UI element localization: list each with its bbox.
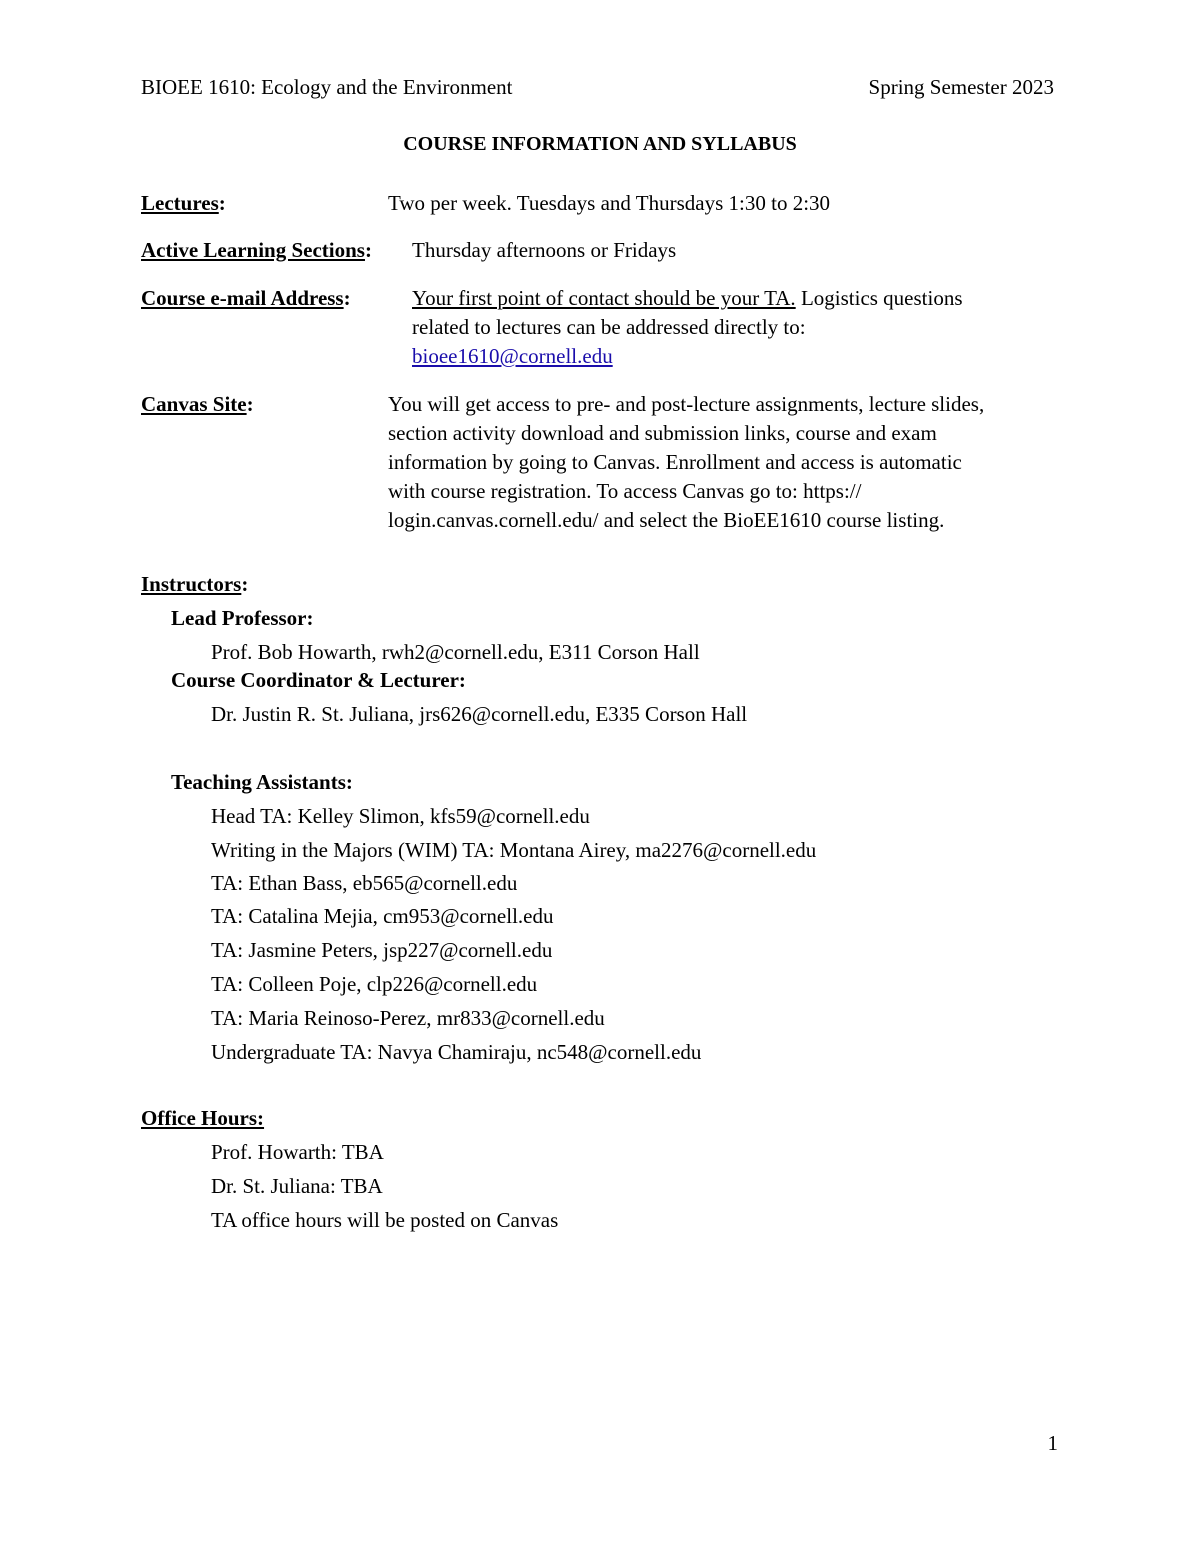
ta-item: Writing in the Majors (WIM) TA: Montana Airey, ma2276@cornell.edu <box>211 838 817 862</box>
lectures-label: Lectures: <box>141 191 226 215</box>
sections-value: Thursday afternoons or Fridays <box>412 238 677 262</box>
ta-item: TA: Maria Reinoso-Perez, mr833@cornell.edu <box>211 1006 605 1030</box>
lead-professor-label: Lead Professor: <box>171 606 314 630</box>
ta-item: TA: Ethan Bass, eb565@cornell.edu <box>211 871 518 895</box>
email-label: Course e-mail Address: <box>141 286 351 310</box>
ta-item: TA: Jasmine Peters, jsp227@cornell.edu <box>211 938 553 962</box>
instructors-label: Instructors: <box>141 572 249 596</box>
ta-label: Teaching Assistants: <box>171 770 353 794</box>
ta-item: TA: Colleen Poje, clp226@cornell.edu <box>211 972 538 996</box>
canvas-line: with course registration. To access Canvas go to: https:// <box>388 479 862 503</box>
header-semester: Spring Semester 2023 <box>868 75 1054 99</box>
office-hours-item: TA office hours will be posted on Canvas <box>211 1208 559 1232</box>
ta-item: Head TA: Kelley Slimon, kfs59@cornell.edu <box>211 804 590 828</box>
page-number: 1 <box>1047 1431 1058 1455</box>
canvas-line: You will get access to pre- and post-lecture assignments, lecture slides, <box>388 392 985 416</box>
office-hours-item: Dr. St. Juliana: TBA <box>211 1174 383 1198</box>
email-line-1: Your first point of contact should be your TA. Logistics questions <box>412 286 963 310</box>
coordinator: Dr. Justin R. St. Juliana, jrs626@cornell.edu, E335 Corson Hall <box>211 702 748 726</box>
email-line-2: related to lectures can be addressed directly to: <box>412 315 806 339</box>
canvas-line: section activity download and submission links, course and exam <box>388 421 937 445</box>
canvas-label: Canvas Site: <box>141 392 254 416</box>
canvas-line: information by going to Canvas. Enrollment and access is automatic <box>388 450 962 474</box>
canvas-line: login.canvas.cornell.edu/ and select the BioEE1610 course listing. <box>388 508 945 532</box>
ta-item: TA: Catalina Mejia, cm953@cornell.edu <box>211 904 554 928</box>
lead-professor: Prof. Bob Howarth, rwh2@cornell.edu, E311 Corson Hall <box>211 640 700 664</box>
lectures-value: Two per week. Tuesdays and Thursdays 1:30 to 2:30 <box>388 191 831 215</box>
ta-item: Undergraduate TA: Navya Chamiraju, nc548@cornell.edu <box>211 1040 702 1064</box>
page-title: COURSE INFORMATION AND SYLLABUS <box>403 133 797 155</box>
office-hours-item: Prof. Howarth: TBA <box>211 1140 384 1164</box>
header-course: BIOEE 1610: Ecology and the Environment <box>141 75 513 99</box>
email-link[interactable]: bioee1610@cornell.edu <box>412 344 613 368</box>
sections-label: Active Learning Sections: <box>141 238 372 262</box>
coordinator-label: Course Coordinator & Lecturer: <box>171 668 466 692</box>
first-contact-note: Your first point of contact should be your TA. <box>412 286 796 310</box>
office-hours-label: Office Hours: <box>141 1106 265 1130</box>
